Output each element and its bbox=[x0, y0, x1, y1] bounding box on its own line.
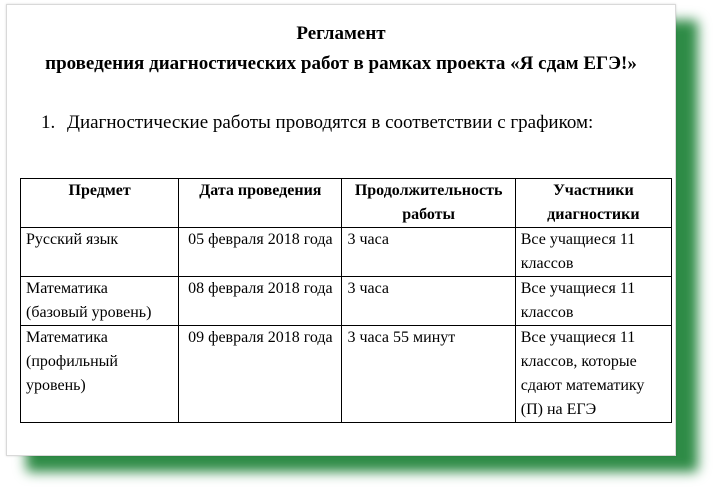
cell-participants: Все учащиеся 11 классов bbox=[515, 228, 671, 277]
cell-date: 09 февраля 2018 года bbox=[179, 326, 342, 423]
header-duration: Продолжительность работы bbox=[342, 179, 515, 228]
document-subtitle: проведения диагностических работ в рамках проекта «Я сдам ЕГЭ!» bbox=[45, 53, 637, 74]
table-row bbox=[21, 228, 672, 277]
cell-subject: Математика (профильный уровень) bbox=[21, 326, 179, 423]
cell-participants: Все учащиеся 11 классов, которые сдают математику (П) на ЕГЭ bbox=[515, 326, 671, 423]
header-date: Дата проведения bbox=[179, 179, 342, 228]
table-row bbox=[21, 326, 672, 423]
table-header-row bbox=[21, 179, 672, 228]
cell-date: 08 февраля 2018 года bbox=[179, 277, 342, 326]
schedule-table bbox=[20, 178, 672, 423]
cell-subject: Математика (базовый уровень) bbox=[21, 277, 179, 326]
cell-duration: 3 часа 55 минут bbox=[342, 326, 515, 423]
intro-paragraph bbox=[41, 112, 593, 134]
header-subject: Предмет bbox=[21, 179, 179, 228]
cell-duration: 3 часа bbox=[342, 228, 515, 277]
intro-text: Диагностические работы проводятся в соответствии с графиком: bbox=[67, 112, 594, 133]
header-participants: Участники диагностики bbox=[515, 179, 671, 228]
cell-duration: 3 часа bbox=[342, 277, 515, 326]
cell-subject: Русский язык bbox=[21, 228, 179, 277]
cell-date: 05 февраля 2018 года bbox=[179, 228, 342, 277]
document-title: Регламент bbox=[296, 23, 386, 44]
document-sheet bbox=[6, 4, 676, 456]
intro-number: 1. bbox=[41, 112, 56, 133]
table-row bbox=[21, 277, 672, 326]
cell-participants: Все учащиеся 11 классов bbox=[515, 277, 671, 326]
